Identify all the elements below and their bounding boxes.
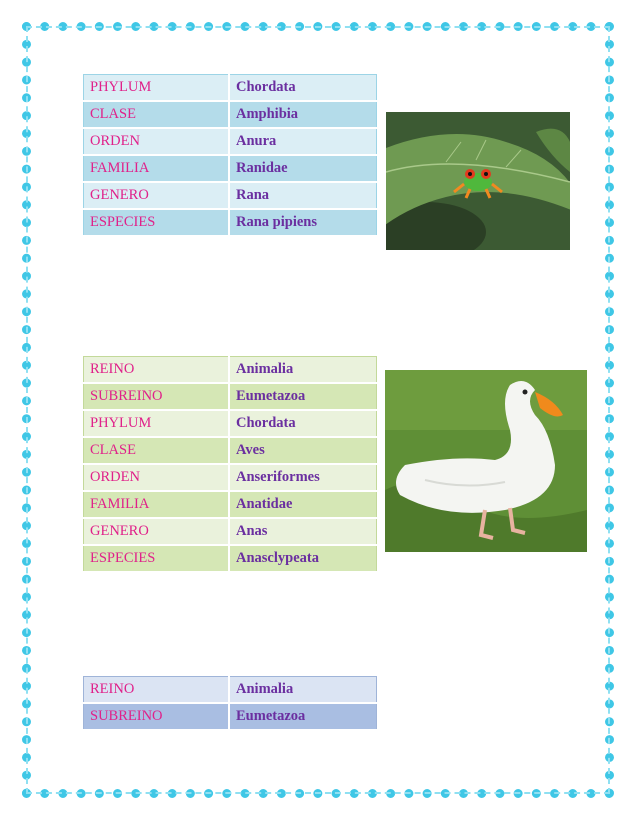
rank-label: GENERO [84,182,230,209]
rank-value: Anseriformes [229,464,377,491]
rank-label: ORDEN [84,128,230,155]
rank-value: Rana [229,182,377,209]
rank-label: FAMILIA [84,155,230,182]
rank-label: ORDEN [84,464,230,491]
rank-label: GENERO [84,518,230,545]
table-row [84,545,377,572]
rank-value: Anas [229,518,377,545]
rank-value: Chordata [229,75,377,102]
rank-label: REINO [84,357,230,384]
rank-value: Rana pipiens [229,209,377,236]
rank-label: CLASE [84,437,230,464]
rank-value: Anasclypeata [229,545,377,572]
table-row [84,383,377,410]
rank-value: Ranidae [229,155,377,182]
rank-label: PHYLUM [84,410,230,437]
rank-label: PHYLUM [84,75,230,102]
rank-label: SUBREINO [84,703,230,730]
rank-label: CLASE [84,101,230,128]
rank-label: ESPECIES [84,209,230,236]
rank-label: FAMILIA [84,491,230,518]
rank-value: Animalia [229,357,377,384]
frog-taxonomy-table [83,74,377,237]
table-row [84,128,377,155]
table-row [84,357,377,384]
table-row [84,677,377,704]
duck-photo [385,370,587,552]
rank-value: Eumetazoa [229,383,377,410]
table-row [84,182,377,209]
duck-taxonomy-table [83,356,377,573]
table-row [84,518,377,545]
table-row [84,491,377,518]
rank-label: SUBREINO [84,383,230,410]
table-row [84,703,377,730]
table-row [84,209,377,236]
rank-value: Amphibia [229,101,377,128]
table-row [84,75,377,102]
rank-value: Aves [229,437,377,464]
table-row [84,464,377,491]
table-row [84,155,377,182]
table-row [84,410,377,437]
third-taxonomy-table [83,676,377,731]
table-row [84,101,377,128]
duck-illustration [385,370,587,552]
frog-illustration [386,112,570,250]
frog-photo [386,112,570,250]
table-row [84,437,377,464]
rank-value: Eumetazoa [229,703,377,730]
rank-value: Anatidae [229,491,377,518]
rank-value: Chordata [229,410,377,437]
rank-label: REINO [84,677,230,704]
rank-value: Anura [229,128,377,155]
rank-label: ESPECIES [84,545,230,572]
rank-value: Animalia [229,677,377,704]
